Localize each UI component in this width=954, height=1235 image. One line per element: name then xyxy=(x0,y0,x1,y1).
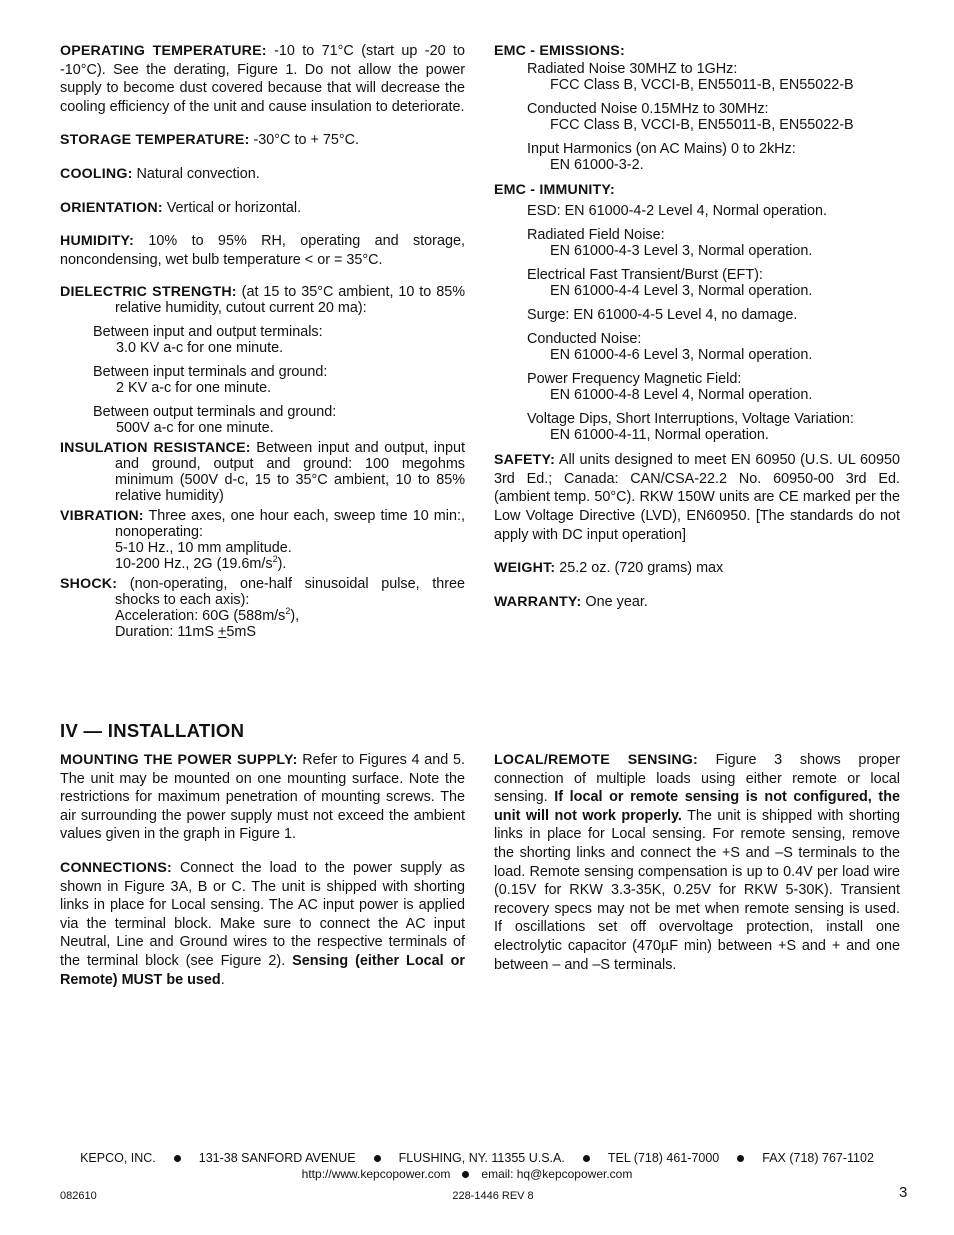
date-code: 082610 xyxy=(60,1190,97,1202)
spec-label: WEIGHT: xyxy=(494,560,556,577)
section-title: IV — INSTALLATION xyxy=(60,720,245,741)
spec-label: COOLING: xyxy=(60,165,133,182)
safety-spec xyxy=(494,451,900,544)
storage-temperature-spec xyxy=(60,131,465,150)
orientation-spec xyxy=(60,199,465,218)
emc-emissions-heading: EMC - EMISSIONS: xyxy=(494,43,625,59)
footer-web-line xyxy=(0,1167,934,1182)
dielectric-item: Between input terminals and ground: 2 KV a-c for one minute. xyxy=(93,364,328,397)
street-address: 131-38 SANFORD AVENUE xyxy=(198,1151,356,1165)
cooling-spec xyxy=(60,165,465,184)
spec-text: Three axes, one hour each, sweep time 10 min:, nonoperating: xyxy=(115,508,465,541)
spec-text: Vertical or horizontal. xyxy=(162,199,302,216)
immunity-item: Power Frequency Magnetic Field: EN 61000-4-8 Level 4, Normal operation. xyxy=(527,371,813,404)
emission-item: Radiated Noise 30MHZ to 1GHz: FCC Class B, VCCI-B, EN55011-B, EN55022-B xyxy=(527,60,854,93)
telephone: TEL (718) 461-7000 xyxy=(607,1151,720,1165)
sensing-paragraph: LOCAL/REMOTE SENSING: Figure 3 shows proper connection of multiple loads using either remote or local sensing. If local or remote sensing is not configured, the unit will not work properly. The unit is shipped with shorting links in place for Local sensing. For remote sensing, remove the shorting links and connect the +S and –S terminals to the load. Remote sensing compensation is up to 0.4V per load wire (0.15V for RKW 3.3-35K, 0.25V for RKW 5-30K). Transient recovery specs may not be met when remote sensing is used. If oscillations set off overvoltage protection, install one electrolytic capacitor (470µF min) between +S and + and one between – and –S terminals. xyxy=(494,752,900,973)
spec-text: One year. xyxy=(581,593,648,610)
emc-immunity-heading: EMC - IMMUNITY: xyxy=(494,181,615,198)
company-name: KEPCO, INC. xyxy=(80,1151,156,1165)
right-specs-column xyxy=(494,42,900,611)
emission-item: Conducted Noise 0.15MHz to 30MHz: FCC Class B, VCCI-B, EN55011-B, EN55022-B xyxy=(527,100,854,133)
connections-paragraph: CONNECTIONS: Connect the load to the power supply as shown in Figure 3A, B or C. The unit is shipped with shorting links in place for Local sensing. The AC input power is applied via the terminal block. Make sure to connect the AC input Neutral, Line and Ground wires to the respective terminals of the terminal block (see Figure 2). Sensing (either Local or Remote) MUST be used. xyxy=(60,859,465,988)
dielectric-item: Between output terminals and ground: 500V a-c for one minute. xyxy=(93,404,337,437)
bullet-icon xyxy=(374,1155,381,1162)
bullet-icon xyxy=(583,1155,590,1162)
warranty-spec xyxy=(494,593,900,612)
spec-label: WARRANTY: xyxy=(494,593,582,610)
spec-text: Natural convection. xyxy=(132,165,260,182)
spec-text: -30°C to + 75°C. xyxy=(249,132,359,149)
spec-label: OPERATING TEMPERATURE: xyxy=(60,43,267,59)
spec-text: -10 to 71°C (start up -20 to -10°C). See the derating, Figure 1. Do not allow the power supply to become dust covered because that will decrease the cooling efficiency of the unit and cause insulation to deteriorate. xyxy=(60,43,465,115)
spec-label: VIBRATION: xyxy=(60,508,144,525)
vibration-line: 10-200 Hz., 2G $(19.6m/s^2)$. xyxy=(115,554,287,573)
vibration-line: 5-10 Hz., 10 mm amplitude. xyxy=(115,540,292,557)
footer-address-line xyxy=(0,1151,954,1166)
installation-right-column xyxy=(494,751,900,974)
emission-item: Input Harmonics (on AC Mains) 0 to 2kHz: EN 61000-3-2. xyxy=(527,140,796,173)
immunity-item: Voltage Dips, Short Interruptions, Voltage Variation: EN 61000-4-11, Normal operation. xyxy=(527,411,854,444)
fax: FAX (718) 767-1102 xyxy=(762,1151,874,1165)
paragraph-label: MOUNTING THE POWER SUPPLY: xyxy=(60,752,298,768)
spec-label: ORIENTATION: xyxy=(60,199,163,216)
email-link[interactable]: email: hq@kepcopower.com xyxy=(481,1167,633,1181)
spec-label: SAFETY: xyxy=(494,452,556,469)
humidity-spec xyxy=(60,232,465,269)
left-specs-column xyxy=(60,42,465,640)
spec-text: Between input and output, input and ground, output and ground: 100 megohms minimum (500V d-c, 15 to 35°C ambient, 10 to 85% relative humidity) xyxy=(115,440,465,505)
dielectric-strength-spec xyxy=(60,284,465,316)
bullet-icon xyxy=(174,1155,181,1162)
spec-text: 25.2 oz. (720 grams) max xyxy=(555,560,724,577)
city-address: FLUSHING, NY. 11355 U.S.A. xyxy=(398,1151,565,1165)
immunity-item: Conducted Noise: EN 61000-4-6 Level 3, Normal operation. xyxy=(527,331,813,364)
mounting-paragraph: MOUNTING THE POWER SUPPLY: Refer to Figures 4 and 5. The unit may be mounted on one mounting surface. Note the restrictions for maximum penetration of mounting screws. The air surrounding the power supply must not exceed the ambient values given in the graph in Figure 1. xyxy=(60,752,465,843)
dielectric-item: Between input and output terminals: 3.0 KV a-c for one minute. xyxy=(93,324,323,357)
shock-line: Acceleration: 60G $(588m/s^2)$, xyxy=(115,606,300,625)
insulation-resistance-spec xyxy=(60,440,465,504)
spec-text: (non-operating, one-half sinusoidal pulse, three shocks to each axis): xyxy=(115,576,465,609)
spec-label: STORAGE TEMPERATURE: xyxy=(60,132,250,149)
immunity-surge: Surge: EN 61000-4-5 Level 4, no damage. xyxy=(527,307,798,324)
immunity-item: Electrical Fast Transient/Burst (EFT): EN 61000-4-4 Level 3, Normal operation. xyxy=(527,267,813,300)
immunity-item: Radiated Field Noise: EN 61000-4-3 Level 3, Normal operation. xyxy=(527,227,813,260)
shock-line: Duration: 11mS +5mS xyxy=(115,624,256,641)
spec-label: SHOCK: xyxy=(60,576,118,593)
shock-spec xyxy=(60,576,465,608)
document-number: 228-1446 REV 8 xyxy=(452,1190,534,1202)
paragraph-label: CONNECTIONS: xyxy=(60,859,172,876)
vibration-spec xyxy=(60,508,465,540)
spec-label: HUMIDITY: xyxy=(60,233,135,250)
spec-label: INSULATION RESISTANCE: xyxy=(60,440,251,457)
bullet-icon xyxy=(737,1155,744,1162)
spec-label: DIELECTRIC STRENGTH: xyxy=(60,284,237,301)
spec-text: 10% to 95% RH, operating and storage, noncondensing, wet bulb temperature < or = 35°C. xyxy=(60,233,465,268)
operating-temperature-spec xyxy=(60,42,465,116)
spec-text: (at 15 to 35°C ambient, 10 to 85% relative humidity, cutout current 20 ma): xyxy=(115,284,466,317)
bullet-icon xyxy=(462,1171,469,1178)
paragraph-label: LOCAL/REMOTE SENSING: xyxy=(494,752,698,768)
installation-left-column xyxy=(60,751,465,989)
page-number: 3 xyxy=(899,1184,908,1201)
spec-text: All units designed to meet EN 60950 (U.S. UL 60950 3rd Ed.; Canada: CAN/CSA-22.2 No. 60950-00 3rd Ed. (ambient temp. 50°C). RKW 150W units are CE marked per the Low Voltage Directive (LVD), EN60950. [The standards do not apply with DC input operation] xyxy=(494,452,900,543)
weight-spec xyxy=(494,559,900,578)
immunity-esd: ESD: EN 61000-4-2 Level 4, Normal operation. xyxy=(527,203,827,220)
website-link[interactable]: http://www.kepcopower.com xyxy=(301,1167,451,1181)
